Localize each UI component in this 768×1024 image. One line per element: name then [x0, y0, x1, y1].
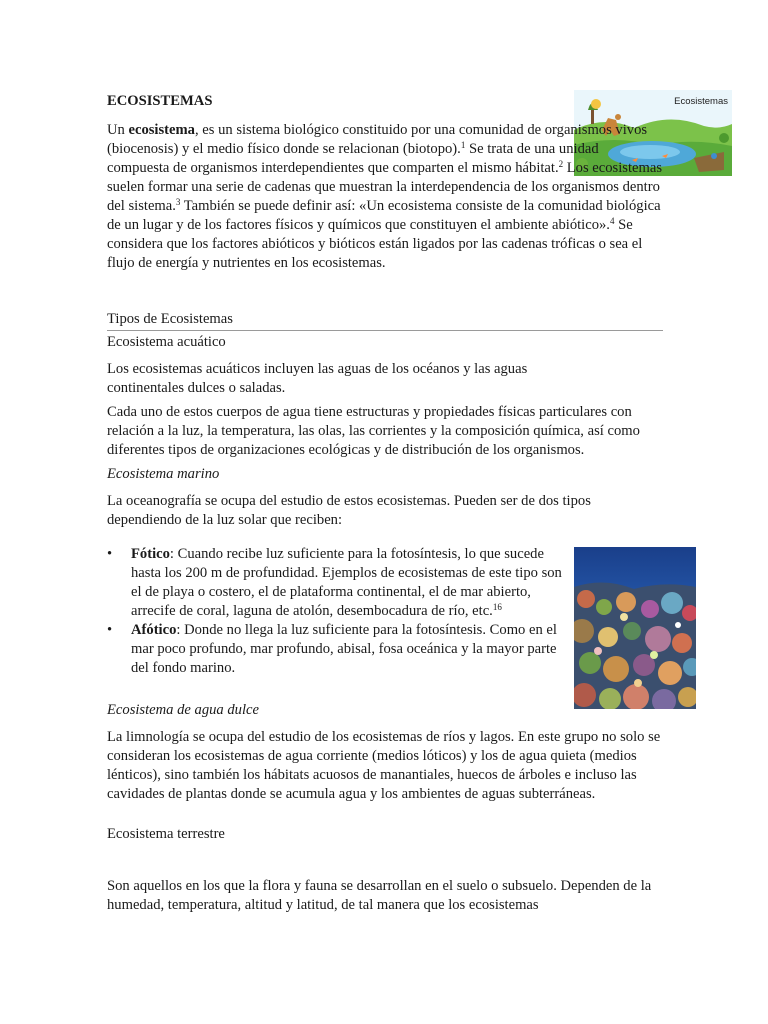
list-item-text: : Donde no llega la luz suficiente para la fotosíntesis. Como en el mar poco profundo, mar profundo, abisal, fosa oceánica y la mayor parte del fondo marino.: [131, 622, 557, 676]
light-type-list: [107, 545, 567, 678]
footnote-ref-3: 3: [175, 197, 181, 207]
section-heading-tipos: Tipos de Ecosistemas: [107, 310, 663, 331]
footnote-ref-2: 2: [558, 159, 564, 169]
intro-text-2: Se trata de una unidad compuesta de organismos interdependientes que comparten el mismo hábitat.: [107, 141, 599, 176]
bullet-mark: •: [107, 546, 113, 562]
subheading-agua-dulce: Ecosistema de agua dulce: [107, 702, 259, 718]
intro-term: ecosistema: [128, 122, 195, 138]
list-item: [107, 545, 567, 621]
footnote-ref-1: 1: [460, 140, 466, 150]
list-item-text: : Cuando recibe luz suficiente para la fotosíntesis, lo que sucede hasta los 200 m de profundidad. Ejemplos de ecosistemas de este tipo son el de playa o costero, el de plataforma continental, el de mar abierto, arrecife de coral, laguna de atolón, desembocadura de río, etc.: [131, 546, 562, 619]
intro-lead: Un: [107, 122, 129, 138]
coral-reef-photo: [574, 547, 696, 709]
subheading-marino: Ecosistema marino: [107, 466, 220, 482]
intro-text-4: También se puede definir así: «Un ecosistema consiste de la comunidad biológica de un lugar y de los factores físicos y químicos que constituyen el ambiente abiótico».: [107, 198, 661, 233]
terrestre-paragraph: Son aquellos en los que la flora y fauna se desarrollan en el suelo o subsuelo. Dependen de la humedad, temperatura, altitud y latitud, de tal manera que los ecosistemas: [107, 878, 652, 913]
footnote-ref-4: 4: [609, 216, 615, 226]
acuatico-paragraph-1: Los ecosistemas acuáticos incluyen las aguas de los océanos y las aguas continentales dulces o saladas.: [107, 361, 528, 396]
footnote-ref-16: 16: [492, 602, 502, 612]
marino-paragraph-1: La oceanografía se ocupa del estudio de estos ecosistemas. Pueden ser de dos tipos dependiendo de la luz solar que reciben:: [107, 493, 591, 528]
coral-reef-image: [574, 547, 696, 709]
subheading-terrestre: Ecosistema terrestre: [107, 826, 225, 842]
ecosystem-image-label: Ecosistemas: [674, 96, 728, 107]
list-item-term: Afótico: [131, 622, 177, 638]
intro-text-1: , es un sistema biológico constituido por una comunidad de organismos vivos (biocenosis) y el medio físico donde se relacionan (biotopo).: [107, 122, 648, 157]
list-item-term: Fótico: [131, 546, 170, 562]
bullet-mark: •: [107, 622, 113, 638]
intro-text-3: Los ecosistemas suelen formar una serie de cadenas que muestran la interdependencia de los organismos dentro del sistema.: [107, 160, 663, 214]
list-item: [107, 621, 567, 678]
subheading-acuatico: Ecosistema acuático: [107, 334, 226, 350]
agua-dulce-paragraph: La limnología se ocupa del estudio de los ecosistemas de ríos y lagos. En este grupo no solo se consideran los ecosistemas de agua corriente (medios lóticos) y los de agua quieta (medios lénticos), sino también los hábitats acuosos de manantiales, huecos de árboles e incluso las cavidades de plantas donde se acumula agua y los ambientes de aguas subterráneas.: [107, 729, 661, 802]
page-title: ECOSISTEMAS: [107, 93, 213, 109]
acuatico-paragraph-2: Cada uno de estos cuerpos de agua tiene estructuras y propiedades físicas particulares con relación a la luz, la temperatura, las olas, las corrientes y la composición química, así como diferentes tipos de organizaciones ecológicas y de distribución de los organismos.: [107, 404, 640, 458]
intro-paragraph: [107, 121, 663, 273]
intro-text-5: Se considera que los factores abióticos y bióticos están ligados por las cadenas tróficas o sea el flujo de energía y nutrientes en los ecosistemas.: [107, 217, 643, 271]
